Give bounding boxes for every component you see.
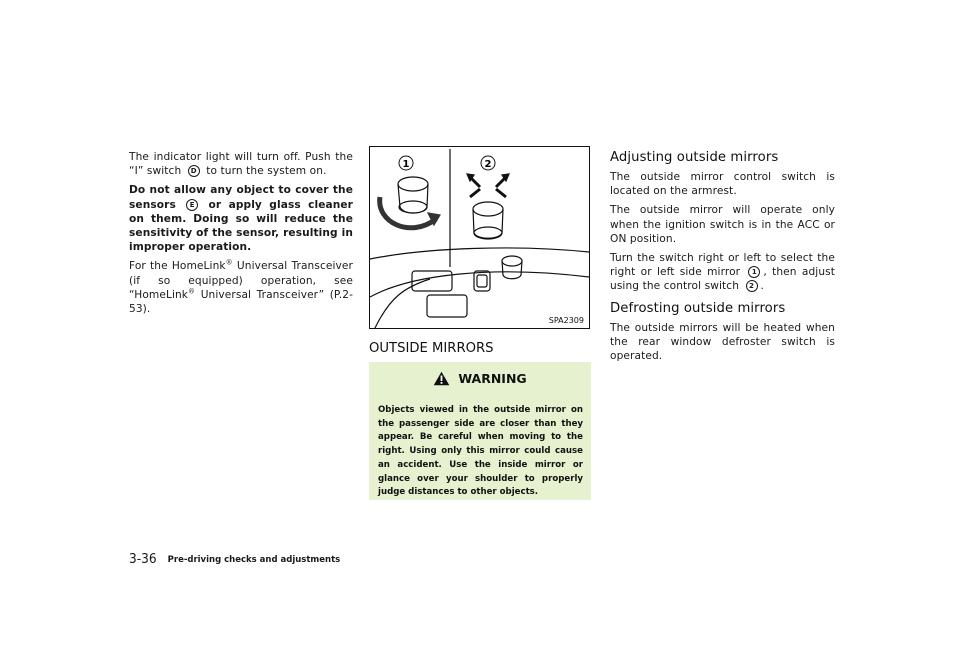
right-column <box>610 150 835 368</box>
ignition-paragraph: The outside mirror will operate only when the ignition switch is in the ACC or ON position. <box>610 204 835 245</box>
adjusting-heading: Adjusting outside mirrors <box>610 150 779 165</box>
homelink-paragraph: For the HomeLink® Universal Transceiver (if so equipped) operation, see “HomeLink® Universal Transceiver” (P.2-53). <box>129 258 354 316</box>
figure-callout-1: 1 <box>402 159 410 170</box>
callout-2: 2 <box>746 280 758 292</box>
select-mirror-paragraph: Turn the switch right or left to select the right or left side mirror 1 , then adjust using the control switch 2 . <box>610 252 835 293</box>
page-footer <box>129 548 340 567</box>
registered-mark: ® <box>225 258 233 267</box>
mirror-switch-drawing <box>370 147 589 328</box>
callout-1: 1 <box>748 266 760 278</box>
registered-mark: ® <box>188 287 196 296</box>
control-location-paragraph: The outside mirror control switch is located on the armrest. <box>610 171 835 198</box>
figure-callout-2: 2 <box>484 159 492 170</box>
page-number: 3-36 <box>129 551 157 567</box>
defrost-paragraph: The outside mirrors will be heated when the rear window defroster switch is operated. <box>610 321 835 363</box>
footer-section-label: Pre-driving checks and adjustments <box>167 555 341 565</box>
warning-label: WARNING <box>458 371 527 386</box>
section-title: OUTSIDE MIRRORS <box>369 341 494 356</box>
left-column <box>129 150 353 321</box>
warning-icon <box>433 371 450 386</box>
defrosting-heading: Defrosting outside mirrors <box>610 300 786 316</box>
callout-d: D <box>188 165 200 177</box>
mirror-switch-illustration <box>369 146 590 329</box>
figure-code: SPA2309 <box>548 316 584 325</box>
callout-e: E <box>186 199 198 211</box>
indicator-paragraph: The indicator light will turn off. Push the “I” switch D to turn the system on. <box>129 151 353 178</box>
sensor-caution-paragraph: Do not allow any object to cover the sensors E or apply glass cleaner on them. Doing so will reduce the sensitivity of the sensor, resulting in improper operation. <box>129 184 353 254</box>
warning-text: Objects viewed in the outside mirror on the passenger side are closer than they appear. Be careful when moving to the right. Using only this mirror could cause an accident. Use the inside mirror or glance over your shoulder to properly judge distances to other objects. <box>378 405 583 498</box>
warning-header <box>369 371 591 386</box>
warning-box <box>369 362 591 500</box>
